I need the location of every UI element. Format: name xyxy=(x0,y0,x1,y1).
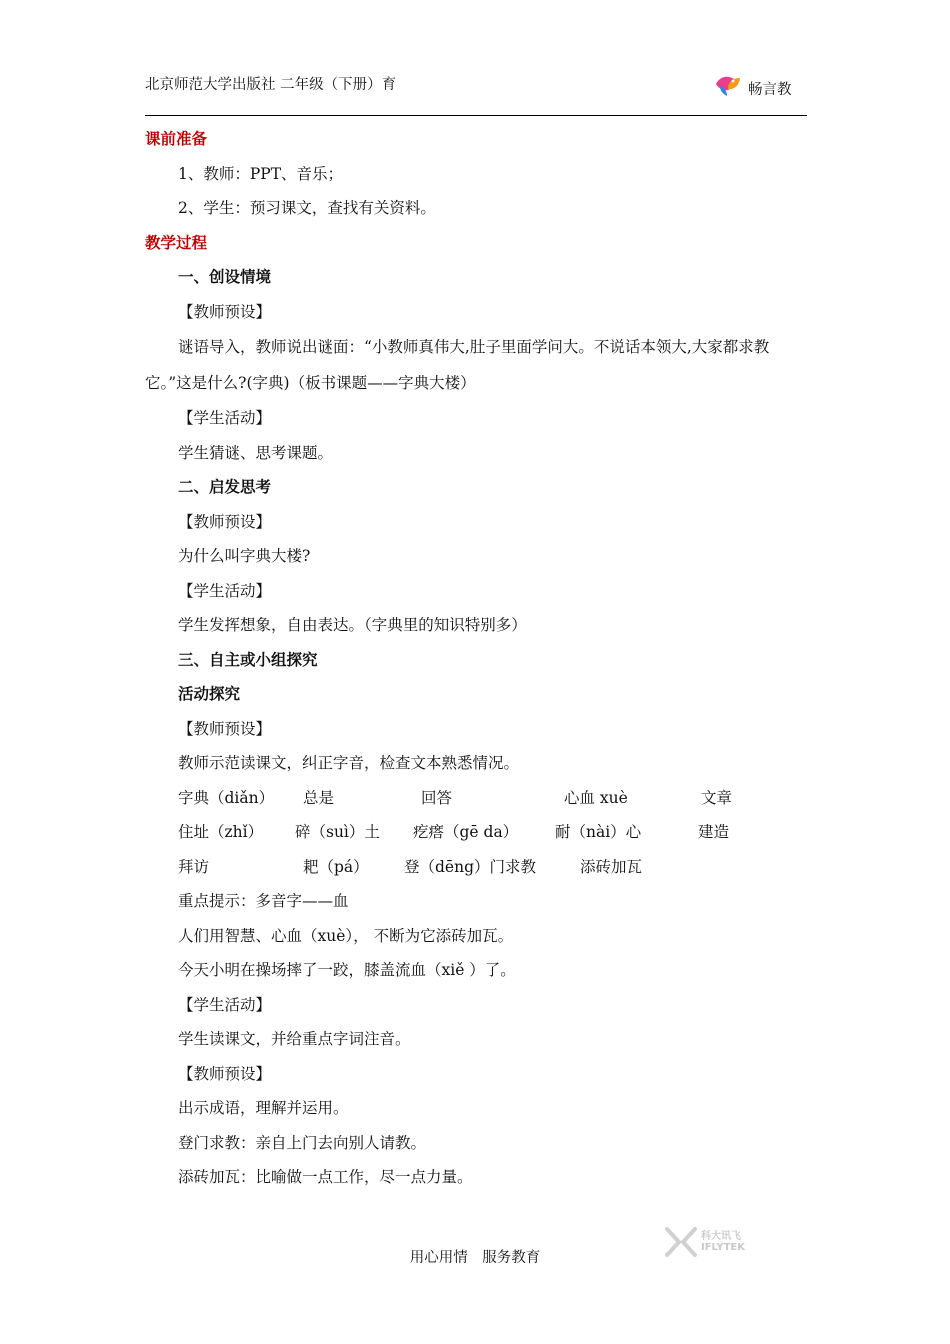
header-publisher: 北京师范大学出版社 二年级（下册）育 xyxy=(145,77,397,93)
part-1-teacher-text: 谜语导入，教师说出谜面：“小教师真伟大,肚子里面学问大。不说话本领大,大家都求教它。”这是什么?(字典)（板书课题——字典大楼） xyxy=(145,338,770,392)
footer-logo xyxy=(664,1226,745,1258)
vocab-item: 回答 xyxy=(421,788,453,807)
section-title-prep: 课前准备 xyxy=(145,129,208,148)
vocab-row xyxy=(145,850,807,885)
logo-text-cn: 科大讯飞 xyxy=(701,1231,741,1242)
section-title-process: 教学过程 xyxy=(145,232,208,252)
part-1-teacher-label: 【教师预设】 xyxy=(178,302,272,321)
key-hint: 重点提示：多音字——血 xyxy=(178,892,349,910)
brand-name: 畅言教 xyxy=(748,81,792,98)
vocab-row xyxy=(145,781,807,816)
prep-line-1: 1、教师：PPT、音乐； xyxy=(178,164,344,183)
part-2-student-text: 学生发挥想象，自由表达。（字典里的知识特别多） xyxy=(178,616,527,634)
part-2-student-label: 【学生活动】 xyxy=(178,581,272,600)
idiom-intro: 出示成语，理解并运用。 xyxy=(178,1099,349,1117)
part-3-teacher-label: 【教师预设】 xyxy=(178,719,272,738)
header-brand xyxy=(714,68,792,102)
part-3-student-label: 【学生活动】 xyxy=(178,995,272,1014)
part-1-student-text: 学生猜谜、思考课题。 xyxy=(178,443,334,462)
bird-logo-icon xyxy=(714,72,742,98)
vocab-item: 文章 xyxy=(701,788,733,807)
part-3-student-text: 学生读课文，并给重点字词注音。 xyxy=(178,1030,411,1048)
part-2-title: 二、启发思考 xyxy=(178,477,272,496)
vocab-item: 字典（diǎn） xyxy=(178,788,275,807)
vocab-item: 耐（nài）心 xyxy=(555,823,642,841)
vocab-item: 添砖加瓦 xyxy=(580,857,643,876)
document-body xyxy=(145,122,807,1195)
vocab-item: 拜访 xyxy=(178,857,210,876)
vocab-item: 住址（zhǐ） xyxy=(178,823,264,841)
part-2-teacher-label: 【教师预设】 xyxy=(178,512,272,531)
part-3-title: 三、自主或小组探究 xyxy=(178,649,318,669)
part-1-title: 一、创设情境 xyxy=(178,267,272,286)
part-3-subtitle: 活动探究 xyxy=(178,684,241,703)
logo-text-en: IFLYTEK xyxy=(701,1242,746,1253)
vocab-item: 总是 xyxy=(303,788,335,807)
part-3-teacher-label-2: 【教师预设】 xyxy=(178,1064,272,1083)
idiom-2: 添砖加瓦：比喻做一点工作，尽一点力量。 xyxy=(178,1168,473,1186)
header-rule xyxy=(145,115,807,116)
vocab-item: 建造 xyxy=(698,823,730,841)
example-sentence-1: 人们用智慧、心血（xuè）， 不断为它添砖加瓦。 xyxy=(178,926,514,945)
iflytek-logo-icon xyxy=(664,1226,698,1258)
vocab-item: 心血 xuè xyxy=(564,788,628,807)
part-1-student-label: 【学生活动】 xyxy=(178,409,272,427)
idiom-1: 登门求教：亲自上门去向别人请教。 xyxy=(178,1133,427,1152)
vocab-item: 碎（suì）土 xyxy=(295,823,380,841)
vocab-row xyxy=(145,815,807,850)
footer-slogan: 用心用情 服务教育 xyxy=(409,1250,541,1266)
vocab-item: 登（dēng）门求教 xyxy=(404,857,537,876)
example-sentence-2: 今天小明在操场摔了一跤，膝盖流血（xiě ）了。 xyxy=(178,961,516,979)
part-3-teacher-text: 教师示范读课文，纠正字音，检查文本熟悉情况。 xyxy=(178,754,520,772)
vocab-item: 耙（pá） xyxy=(303,857,369,876)
part-2-teacher-text: 为什么叫字典大楼? xyxy=(178,547,311,565)
prep-line-2: 2、学生：预习课文，查找有关资料。 xyxy=(178,199,436,217)
vocab-item: 疙瘩（gē da） xyxy=(413,823,519,841)
